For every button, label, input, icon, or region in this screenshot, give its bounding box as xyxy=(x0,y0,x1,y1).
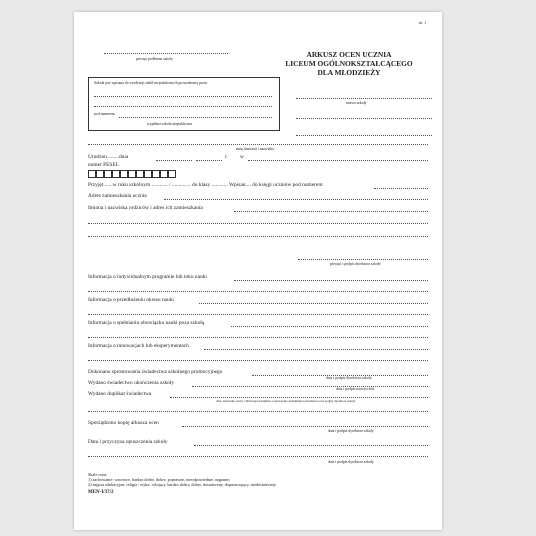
individual-program-label: Informacja o indywidualnym programie lub toku nauki xyxy=(88,274,207,280)
scale-behavior: 1) zachowanie: wzorowe, bardzo dobre, dobre, poprawne, nieodpowiednie, naganne; xyxy=(88,477,231,483)
outside-school-label: Informacja o spełnianiu obowiązku nauki poza szkołą xyxy=(88,320,205,326)
leaving-line[interactable] xyxy=(194,445,428,446)
graduation-label: Wydano świadectwo ukończenia szkoły xyxy=(88,380,175,386)
pesel-label: numer PESEL xyxy=(88,162,119,168)
address-label: Adres zamieszkania ucznia xyxy=(88,193,147,199)
form-sheet xyxy=(74,12,442,530)
extended-period-line[interactable] xyxy=(199,303,428,304)
graduation-line[interactable] xyxy=(192,386,428,387)
director-stamp-line xyxy=(298,259,428,260)
parents-line-1[interactable] xyxy=(234,211,428,212)
school-stamp-line xyxy=(104,53,228,54)
outside-school-line[interactable] xyxy=(231,326,428,327)
duplicate-label: Wydano duplikat świadectwa xyxy=(88,391,152,397)
pesel-cell[interactable] xyxy=(128,170,136,178)
parents-label: Imiona i nazwiska rodziców i adres ich zamieszkania xyxy=(88,205,203,211)
scale-subjects: 2) zajęcia edukacyjne, religia / etyka: celujący, bardzo dobry, dobry, dostateczny, dopuszczający, niedostateczny. xyxy=(88,482,277,488)
graduation-caption: data i podpis nauczyciela xyxy=(336,387,375,391)
pesel-cell[interactable] xyxy=(96,170,104,178)
innovations-line[interactable] xyxy=(204,349,428,350)
innovations-label: Informacja o innowacjach lub eksperymentach xyxy=(88,343,189,349)
copy-label: Sporządzono kopię arkusza ocen xyxy=(88,420,159,426)
register-box-caption: wypełnia szkoła niepubliczna xyxy=(147,122,192,126)
duplicate-line-2[interactable] xyxy=(88,411,428,412)
grading-scales xyxy=(88,472,276,488)
page-number: str. 1 xyxy=(418,21,426,25)
duplicate-line[interactable] xyxy=(170,397,428,398)
register-line-2 xyxy=(94,106,272,107)
correction-label: Dokonano sprostowania świadectwa szkolnego promocyjnego xyxy=(88,369,223,375)
innovations-line-2[interactable] xyxy=(88,360,428,361)
outside-school-line-2[interactable] xyxy=(88,337,428,338)
pesel-cell[interactable] xyxy=(144,170,152,178)
pesel-cell[interactable] xyxy=(104,170,112,178)
born-place-label: w xyxy=(240,154,244,160)
individual-program-line-2[interactable] xyxy=(88,291,428,292)
admitted-number-line[interactable] xyxy=(374,188,428,189)
register-number-label: pod numerem xyxy=(94,112,115,116)
admitted-text: Przyjęt.......w roku szkolnym ............ / .............. do klasy ............ Wpisan.... do księgi uczniów pod numerem xyxy=(88,182,323,188)
born-day-line[interactable] xyxy=(156,160,192,161)
born-place-line[interactable] xyxy=(248,160,428,161)
school-name-line-2[interactable] xyxy=(296,118,432,119)
extended-period-line-2[interactable] xyxy=(88,314,428,315)
copy-caption: data i podpis dyrektora szkoły xyxy=(328,429,374,433)
pesel-cell[interactable] xyxy=(152,170,160,178)
parents-line-3[interactable] xyxy=(88,236,428,237)
title-line-2: LICEUM OGÓLNOKSZTAŁCĄCEGO xyxy=(285,59,413,68)
duplicate-caption: data, nazwisko osoby odbierającej duplikat i oznaczenie dokumentu tożsamości oraz podpis dyrektora szkoły xyxy=(216,399,356,403)
born-year-suffix: r. xyxy=(225,154,228,160)
address-line[interactable] xyxy=(164,199,428,200)
individual-program-line[interactable] xyxy=(234,280,428,281)
register-number-line[interactable] xyxy=(119,117,272,118)
parents-line-2[interactable] xyxy=(88,223,428,224)
pesel-cell[interactable] xyxy=(160,170,168,178)
title-line-1: ARKUSZ OCEN UCZNIA xyxy=(306,50,392,59)
school-stamp-caption: pieczęć podłużna szkoły xyxy=(136,57,174,61)
pesel-cell[interactable] xyxy=(136,170,144,178)
student-name-caption: imię (imiona) i nazwisko xyxy=(236,147,275,151)
pesel-cell[interactable] xyxy=(120,170,128,178)
register-line-1 xyxy=(94,96,272,97)
born-label: Urodzon.........dnia xyxy=(88,154,129,160)
school-name-line-3[interactable] xyxy=(296,135,432,136)
leaving-caption: data i podpis dyrektora szkoły xyxy=(328,460,374,464)
scale-title: Skale ocen: xyxy=(88,472,108,477)
born-year-line[interactable] xyxy=(196,160,222,161)
pesel-cell[interactable] xyxy=(168,170,176,178)
register-box-text: Szkoła jest wpisana do ewidencji szkół niepublicznych prowadzonej przez xyxy=(94,81,208,85)
director-stamp-caption: pieczęć i podpis dyrektora szkoły xyxy=(330,262,381,266)
leaving-label: Data i przyczyna opuszczenia szkoły xyxy=(88,439,168,445)
copy-line[interactable] xyxy=(182,426,428,427)
title-line-3: DLA MŁODZIEŻY xyxy=(317,68,381,77)
form-title xyxy=(274,50,424,77)
extended-period-label: Informacja o przedłużeniu okresu nauki xyxy=(88,297,174,303)
register-box xyxy=(88,77,280,131)
pesel-cell[interactable] xyxy=(88,170,96,178)
correction-caption: data i podpis dyrektora szkoły xyxy=(326,376,372,380)
student-name-line[interactable] xyxy=(88,144,428,145)
leaving-line-2[interactable] xyxy=(88,456,428,457)
school-name-caption: nazwa szkoły xyxy=(346,101,367,105)
school-name-line[interactable] xyxy=(296,98,432,99)
pesel-cell[interactable] xyxy=(112,170,120,178)
form-code: MEN-I/37/2 xyxy=(88,490,114,495)
